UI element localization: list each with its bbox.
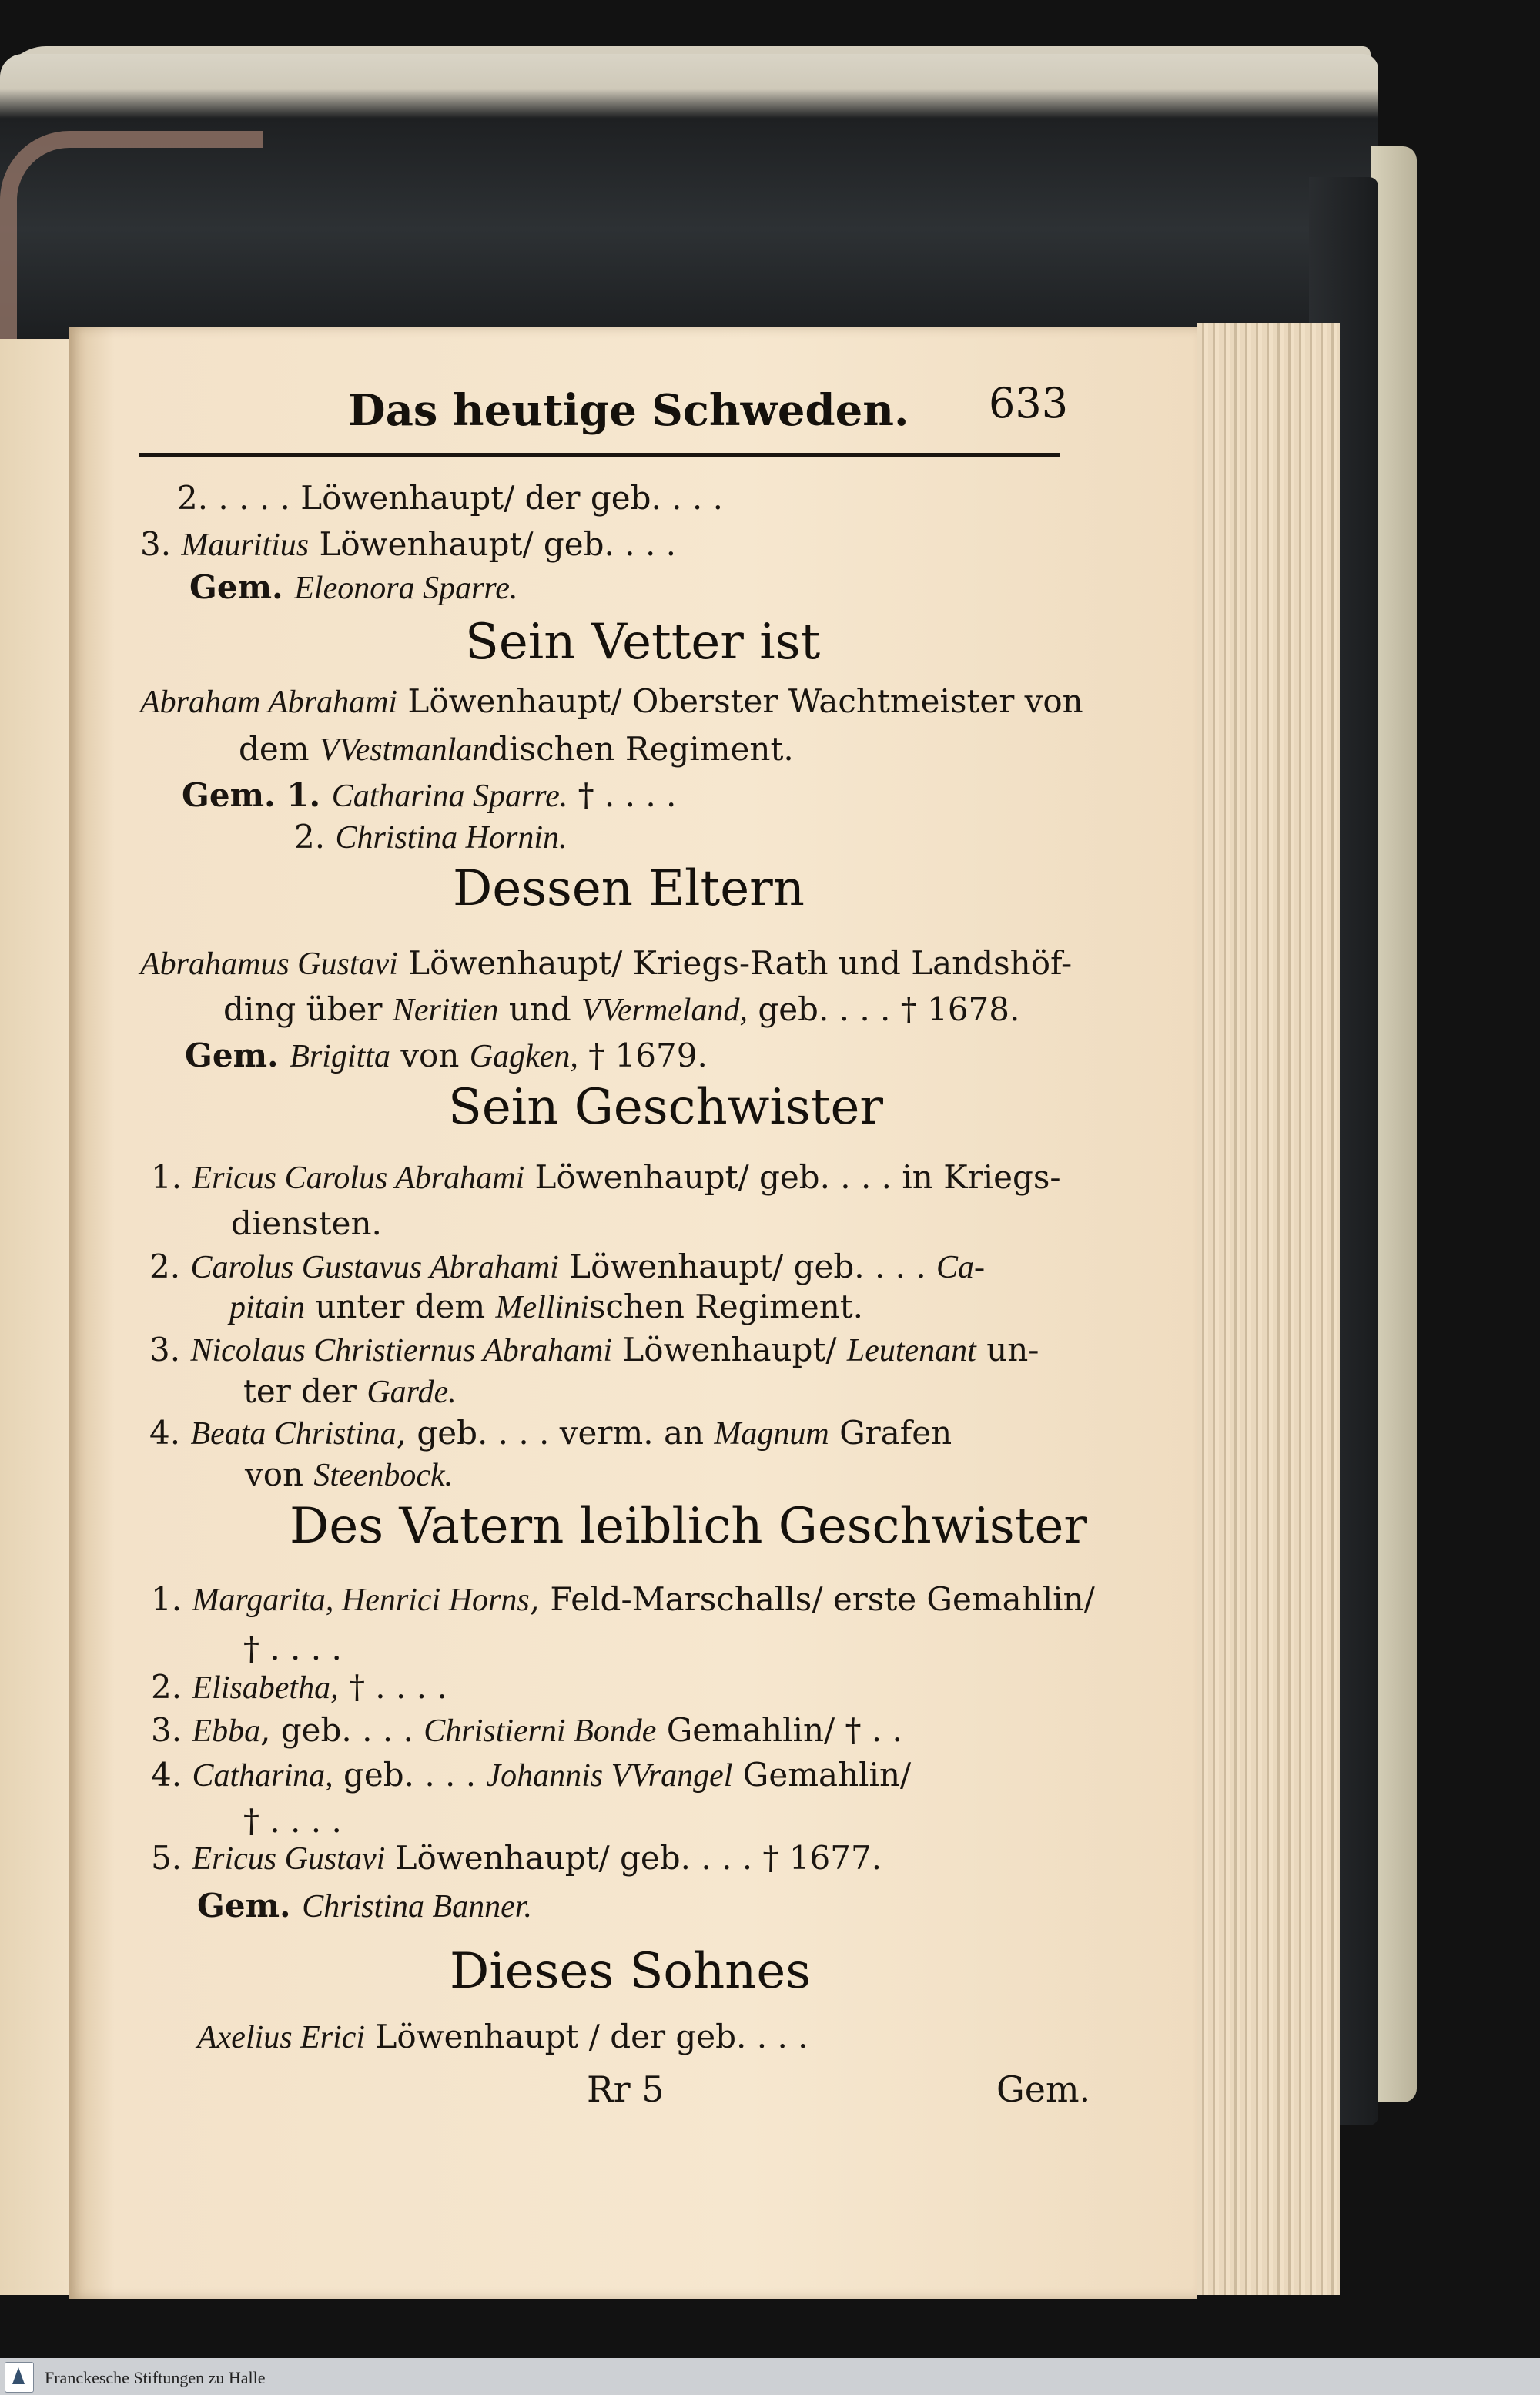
text-line: 3. Mauritius Löwenhaupt/ geb. . . . [140, 525, 676, 563]
facing-page [0, 339, 73, 2295]
signature-mark: Rr 5 [587, 2068, 665, 2110]
text-line: 1. Ericus Carolus Abrahami Löwenhaupt/ geb. . . . in Kriegs- [151, 1158, 1061, 1196]
text-line: Gem. Eleonora Sparre. [189, 568, 518, 606]
text-line: 1. Margarita, Henrici Horns, Feld-Marschalls/ erste Gemahlin/ [151, 1580, 1095, 1618]
text-line: diensten. [231, 1204, 382, 1242]
text-line: 2. Christina Hornin. [294, 818, 567, 856]
catchword: Gem. [996, 2068, 1091, 2110]
text-line: Axelius Erici Löwenhaupt / der geb. . . . [197, 2018, 808, 2055]
text-line: pitain unter dem Mellinischen Regiment. [229, 1288, 863, 1325]
page-number: 633 [989, 379, 1069, 427]
text-line: ter der Garde. [243, 1372, 457, 1410]
text-line: von Steenbock. [245, 1455, 454, 1493]
section-heading: Sein Vetter ist [465, 614, 821, 671]
page-stack-fore-edge [1197, 323, 1340, 2295]
section-heading: Dessen Eltern [453, 860, 805, 917]
text-line: Abraham Abrahami Löwenhaupt/ Oberster Wachtmeister von [140, 682, 1083, 720]
text-line: Gem. Christina Banner. [197, 1887, 532, 1924]
section-heading: Des Vatern leiblich Geschwister [290, 1498, 1087, 1555]
footer-credit: Franckesche Stiftungen zu Halle [45, 2368, 266, 2387]
footer-bar [0, 2358, 1540, 2395]
text-line: 2. Carolus Gustavus Abrahami Löwenhaupt/ geb. . . . Ca- [149, 1248, 986, 1285]
text-line: 2. Elisabetha, † . . . . [151, 1668, 447, 1706]
text-line: 5. Ericus Gustavi Löwenhaupt/ geb. . . . † 1677. [151, 1839, 882, 1877]
head-rule [139, 453, 1060, 457]
text-line: † . . . . [243, 1630, 342, 1667]
institution-logo-icon [5, 2362, 34, 2393]
text-line: 3. Nicolaus Christiernus Abrahami Löwenhaupt/ Leutenant un- [149, 1331, 1040, 1368]
running-head: Das heutige Schweden. [348, 385, 909, 436]
text-line: dem VVestmanlandischen Regiment. [239, 730, 794, 768]
text-line: ding über Neritien und VVermeland, geb. . . . † 1678. [223, 990, 1020, 1028]
section-heading: Dieses Sohnes [450, 1943, 812, 2000]
text-line: Gem. 1. Catharina Sparre. † . . . . [182, 776, 677, 814]
text-line: 4. Beata Christina, geb. . . . verm. an Magnum Grafen [149, 1414, 952, 1452]
text-line: 2. . . . . Löwenhaupt/ der geb. . . . [177, 479, 723, 517]
text-line: 4. Catharina, geb. . . . Johannis VVrangel Gemahlin/ [151, 1756, 912, 1794]
book-headband [0, 131, 263, 348]
text-line: 3. Ebba, geb. . . . Christierni Bonde Gemahlin/ † . . [151, 1711, 902, 1749]
section-heading: Sein Geschwister [448, 1079, 883, 1136]
text-line: Abrahamus Gustavi Löwenhaupt/ Kriegs-Rath und Landshöf- [140, 944, 1073, 982]
text-line: Gem. Brigitta von Gagken, † 1679. [185, 1037, 708, 1074]
text-line: † . . . . [243, 1802, 342, 1840]
